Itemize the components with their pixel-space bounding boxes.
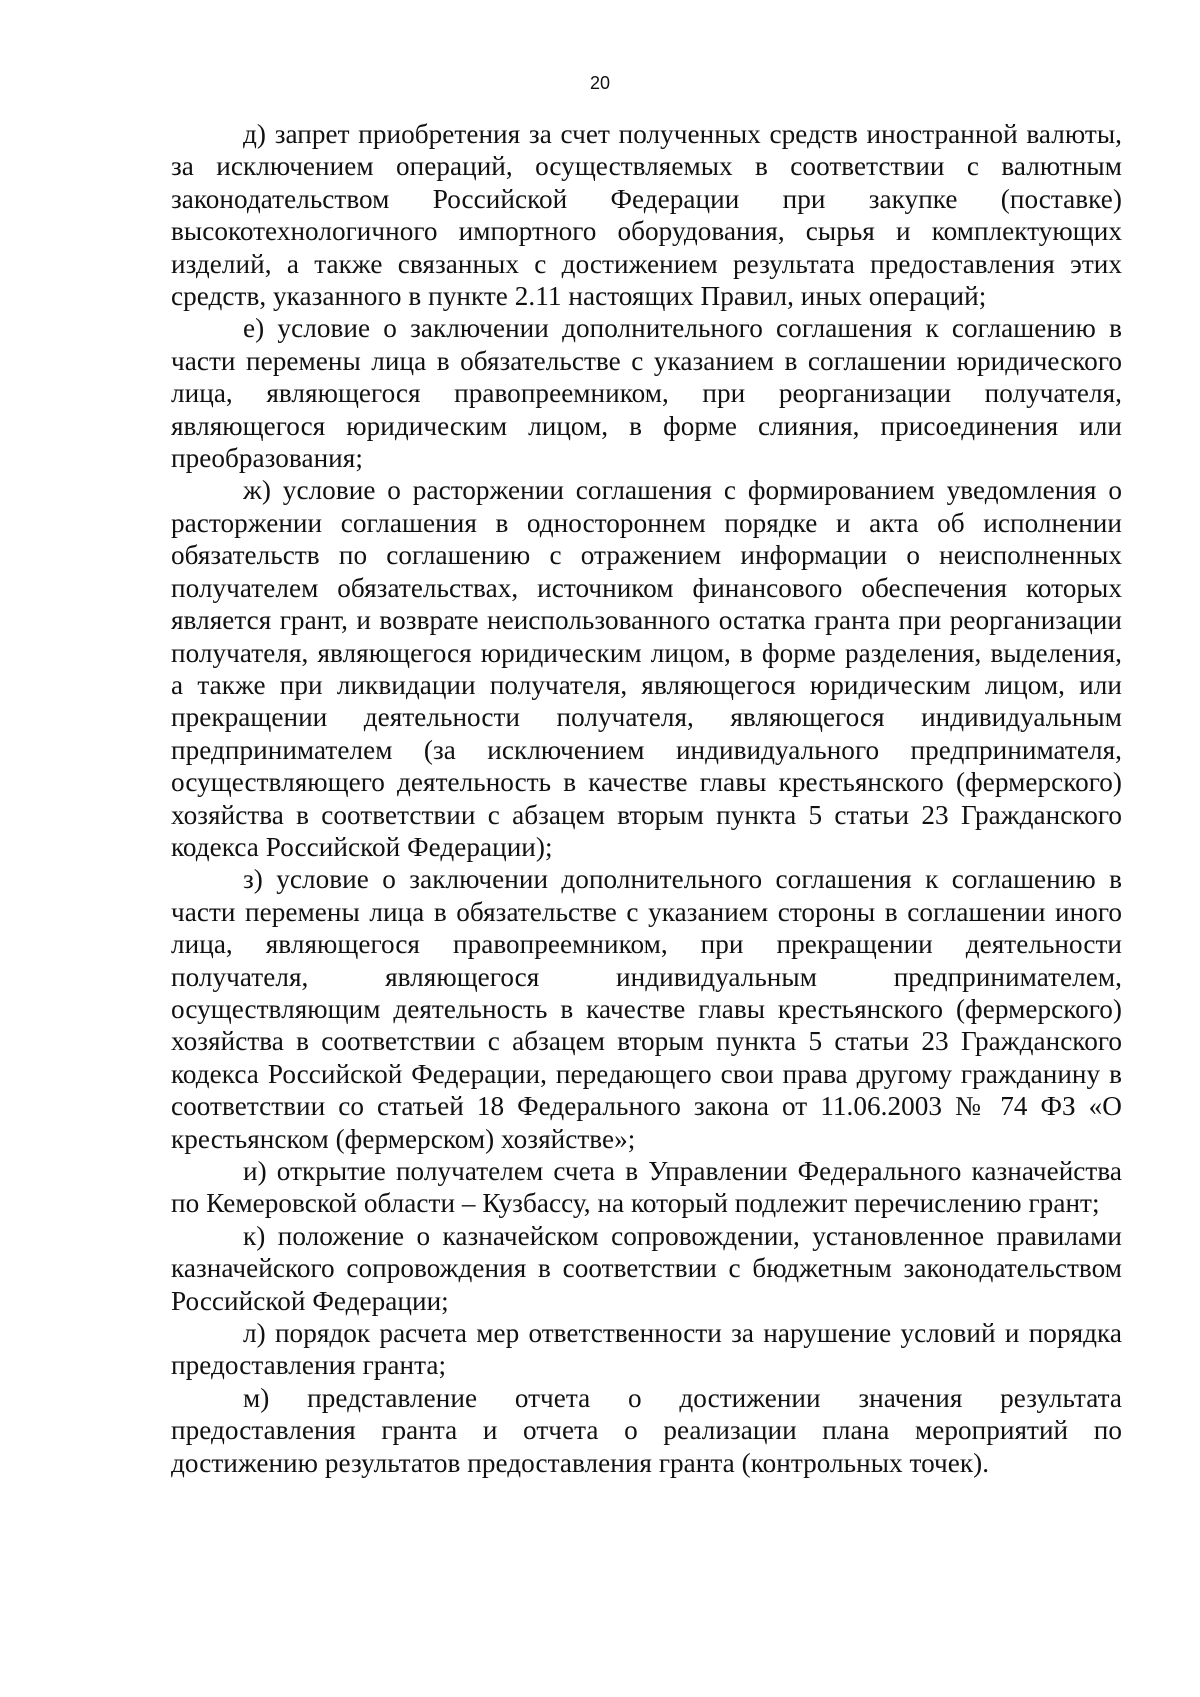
paragraph-d: д) запрет приобретения за счет полученных средств иностранной валюты, за исключением операций, осуществляемых в соответствии с валютным законодательством Российской Федерации при закупке (поставке) высокотехнологичного импортного оборудования, сырья и комплектующих изделий, а также связанных с достижением результата предоставления этих средств, указанного в пункте 2.11 настоящих Правил, иных операций; — [171, 119, 1122, 312]
paragraph-i: и) открытие получателем счета в Управлении Федерального казначейства по Кемеровской области – Кузбассу, на который подлежит перечислению грант; — [171, 1156, 1122, 1219]
paragraph-z: з) условие о заключении дополнительного соглашения к соглашению в части перемены лица в обязательстве с указанием стороны в соглашении иного лица, являющегося правопреемником, при прекращении деятельности получателя, являющегося индивидуальным предпринимателем, осуществляющим деятельность в качестве главы крестьянского (фермерского) хозяйства в соответствии с абзацем вторым пункта 5 статьи 23 Гражданского кодекса Российской Федерации, передающего свои права другому гражданину в соответствии со статьей 18 Федерального закона от 11.06.2003 № 74 ФЗ «О крестьянском (фермерском) хозяйстве»; — [171, 864, 1122, 1154]
document-body — [171, 118, 1122, 1479]
paragraph-k: к) положение о казначейском сопровождении, установленное правилами казначейского сопровождения в соответствии с бюджетным законодательством Российской Федерации; — [171, 1220, 1122, 1316]
paragraph-zh: ж) условие о расторжении соглашения с формированием уведомления о расторжении соглашения в одностороннем порядке и акта об исполнении обязательств по соглашению с отражением информации о неисполненных получателем обязательствах, источником финансового обеспечения которых является грант, и возврате неиспользованного остатка гранта при реорганизации получателя, являющегося юридическим лицом, в форме разделения, выделения, а также при ликвидации получателя, являющегося юридическим лицом, или прекращении деятельности получателя, являющегося индивидуальным предпринимателем (за исключением индивидуального предпринимателя, осуществляющего деятельность в качестве главы крестьянского (фермерского) хозяйства в соответствии с абзацем вторым пункта 5 статьи 23 Гражданского кодекса Российской Федерации); — [171, 475, 1122, 862]
paragraph-m: м) представление отчета о достижении значения результата предоставления гранта и отчета о реализации плана мероприятий по достижению результатов предоставления гранта (контрольных точек). — [171, 1382, 1122, 1478]
paragraph-l: л) порядок расчета мер ответственности за нарушение условий и порядка предоставления гранта; — [171, 1318, 1122, 1381]
paragraph-e: е) условие о заключении дополнительного соглашения к соглашению в части перемены лица в обязательстве с указанием в соглашении юридического лица, являющегося правопреемником, при реорганизации получателя, являющегося юридическим лицом, в форме слияния, присоединения или преобразования; — [171, 313, 1122, 474]
page-number: 20 — [589, 73, 611, 93]
